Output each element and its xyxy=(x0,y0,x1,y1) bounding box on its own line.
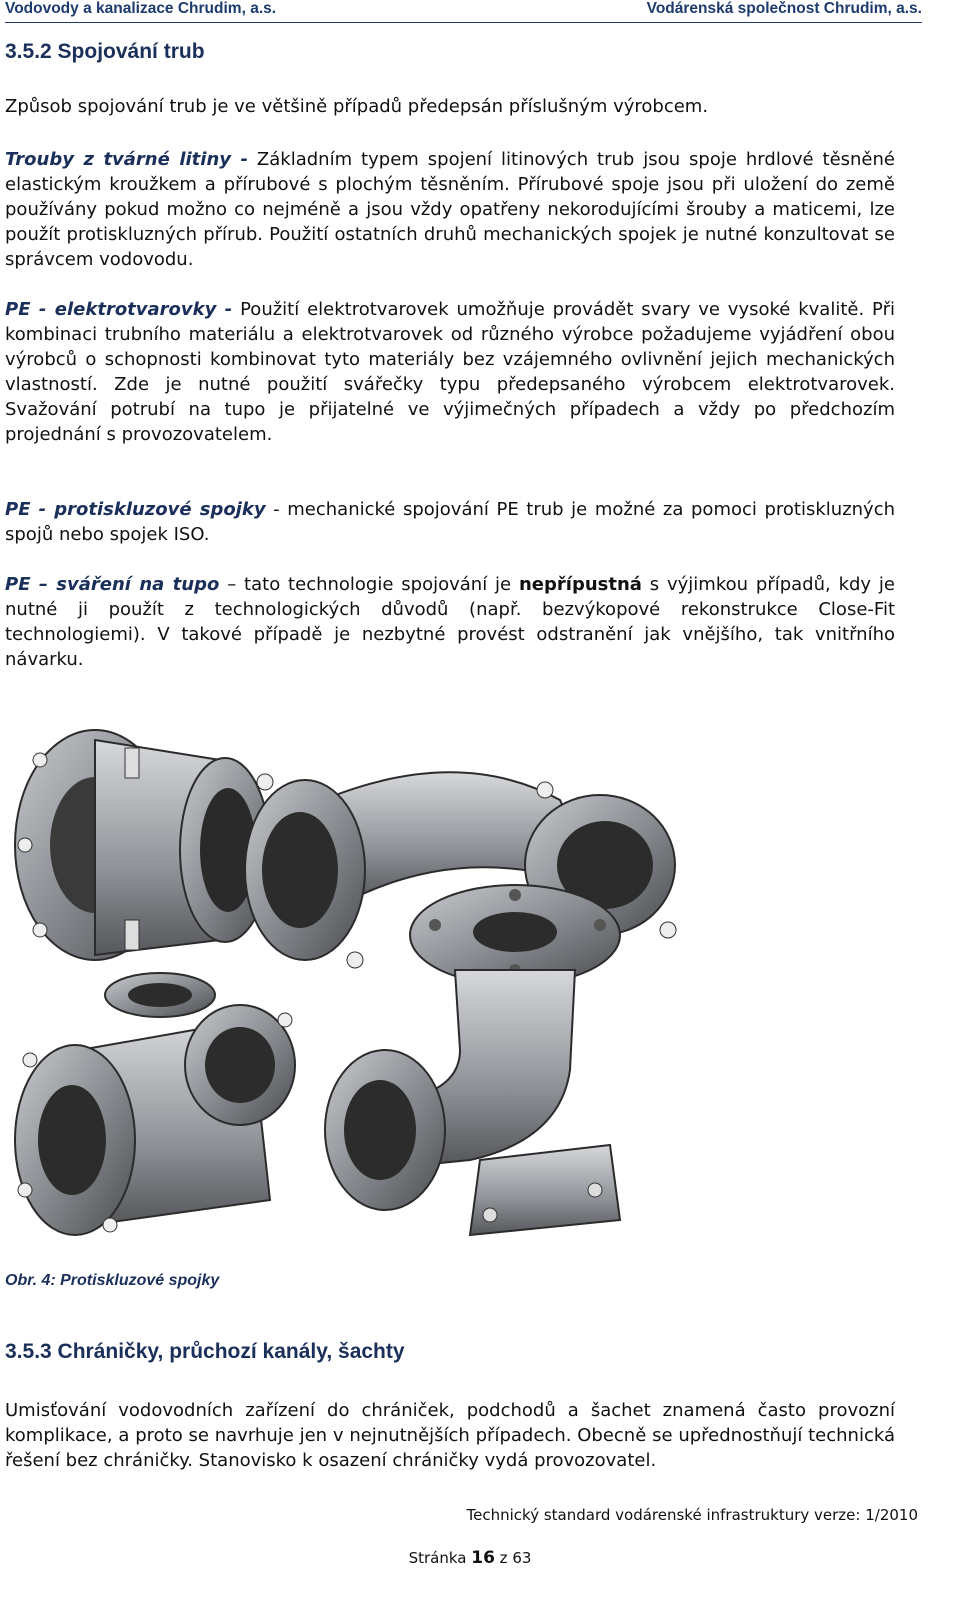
footer-standard: Technický standard vodárenské infrastruktury verze: 1/2010 xyxy=(466,1506,918,1524)
flange-adaptor-illustration xyxy=(15,730,270,960)
paragraph-intro: Způsob spojování trub je ve většině případů předepsán příslušným výrobcem. xyxy=(5,96,709,117)
text-pe-couplings: - mechanické spojování PE trub je možné za pomoci protiskluzných spojů nebo spojek ISO. xyxy=(5,499,896,545)
page-prefix: Stránka xyxy=(408,1549,472,1567)
paragraph-pe-butt-welding xyxy=(5,572,895,672)
page-number xyxy=(0,1548,940,1568)
page-total: 63 xyxy=(512,1549,532,1567)
lead-pe-couplings: PE - protiskluzové spojky xyxy=(5,499,266,520)
lead-pe-electrofusion: PE - elektrotvarovky - xyxy=(5,299,233,320)
text-pe-electrofusion: Použití elektrotvarovek umožňuje provádět svary ve vysoké kvalitě. Při kombinaci trubního materiálu a elektrotvarovek od různého výrobce požadujeme vyjádření obou výrobců o schopnosti kombinovat tyto materiály bez vzájemného ovlivnění jejich mechanických vlastností. Zde je nutné použití svářečky typu předepsaného výrobcem elektrotvarovek. Svažování potrubí na tupo je přijatelné ve výjimečných případech a vždy po předchozím projednání s provozovatelem. xyxy=(5,299,895,445)
duckfoot-bend-illustration xyxy=(325,885,620,1235)
paragraph-pe-couplings xyxy=(5,497,895,547)
lead-pe-butt-welding: PE – sváření na tupo xyxy=(5,574,220,595)
paragraph-pe-electrofusion xyxy=(5,297,895,447)
page-current: 16 xyxy=(471,1548,495,1568)
page-sep: z xyxy=(494,1549,513,1567)
section-heading-353: 3.5.3 Chráničky, průchozí kanály, šachty xyxy=(5,1340,405,1363)
text-pe-butt-welding-b: s výjimkou případů, kdy je nutné ji použít z technologických důvodů (např. bezvýkopové rekonstrukce Close-Fit technologiemi). V takové případě je nezbytné provést odstranění jak vnějšího, tak vnitřního návarku. xyxy=(5,574,895,670)
text-not-permitted: nepřípustná xyxy=(518,574,642,595)
paragraph-casings: Umisťování vodovodních zařízení do chrániček, podchodů a šachet znamená často provozní komplikace, a proto se navrhuje jen v nejnutnějších případech. Obecně se upřednostňují technická řešení bez chráničky. Stanovisko k osazení chráničky vydá provozovatel. xyxy=(5,1400,895,1471)
header-company-right: Vodárenská společnost Chrudim, a.s. xyxy=(646,0,922,17)
lead-ductile-iron: Trouby z tvárné litiny - xyxy=(5,149,248,170)
tee-coupling-illustration xyxy=(15,973,295,1235)
figure-caption: Obr. 4: Protiskluzové spojky xyxy=(5,1272,220,1289)
text-ductile-iron: Základním typem spojení litinových trub jsou spoje hrdlové těsněné elastickým kroužkem a přírubové s plochým těsněním. Přírubové spoje jsou při uložení do země používány pokud možno co nejméně a jsou vždy opatřeny nekorodujícími šrouby a maticemi, lze použít protiskluzných přírub. Použití ostatních druhů mechanických spojek je nutné konzultovat se správcem vodovodu. xyxy=(5,149,895,270)
pipe-couplings-figure xyxy=(0,720,930,1250)
page-header xyxy=(5,0,922,23)
section-heading-352: 3.5.2 Spojování trub xyxy=(5,40,205,63)
paragraph-ductile-iron xyxy=(5,147,895,272)
header-company-left: Vodovody a kanalizace Chrudim, a.s. xyxy=(5,0,277,17)
text-pe-butt-welding-a: – tato technologie spojování je xyxy=(219,574,519,595)
